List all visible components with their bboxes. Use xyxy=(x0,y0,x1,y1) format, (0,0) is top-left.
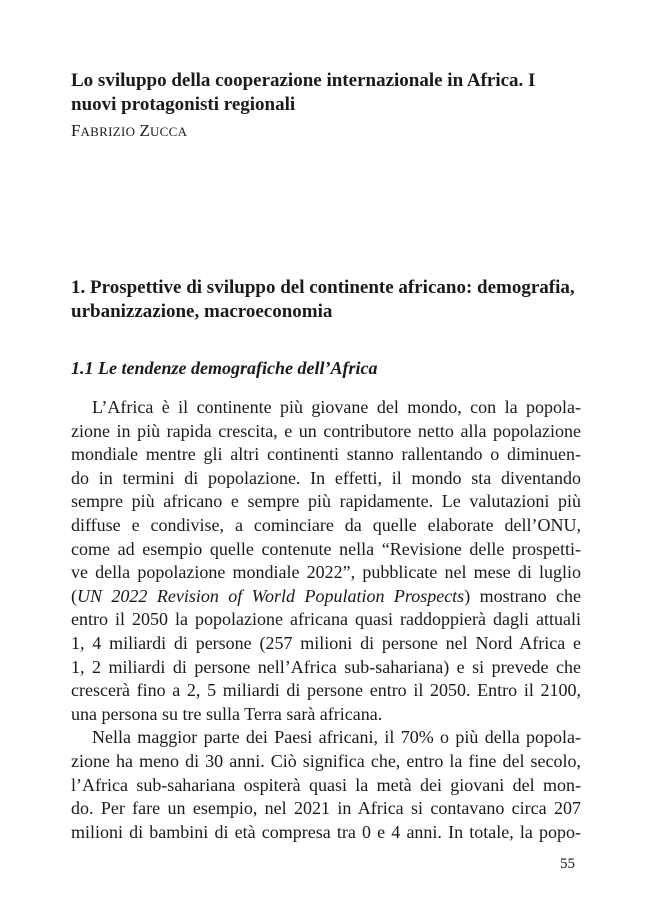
text-line: sempre più africano e sempre più rapidamente. Le valutazioni più xyxy=(71,491,581,512)
author-last-initial: Z xyxy=(139,121,150,140)
report-title: UN 2022 Revision of World Population Prospects xyxy=(77,585,465,606)
text-line: zione ha meno di 30 anni. Ciò significa che, entro la fine del secolo, xyxy=(71,750,581,771)
chapter-title xyxy=(71,69,591,117)
text-line: ve della popolazione mondiale 2022”, pubblicate nel mese di luglio xyxy=(71,562,581,583)
page-number: 55 xyxy=(560,856,575,872)
section-heading-line-1: 1. Prospettive di sviluppo del continente africano: demografia, xyxy=(71,277,575,298)
text-line: mondiale mentre gli altri continenti stanno rallentando o diminuen- xyxy=(71,444,581,465)
section-heading-line-2: urbanizzazione, macroeconomia xyxy=(71,301,333,322)
text-line: do in termini di popolazione. In effetti, il mondo sta diventando xyxy=(71,467,581,488)
subsection-heading: 1.1 Le tendenze demografiche dell’Africa xyxy=(71,358,378,378)
text-line: 1, 2 miliardi di persone nell’Africa sub-sahariana) e si prevede che xyxy=(71,656,581,677)
text-line-rest: ) mostrano che xyxy=(464,585,581,606)
text-line: Nella maggior parte dei Paesi africani, il 70% o più della popola- xyxy=(92,727,581,748)
author-last-rest: UCCA xyxy=(149,124,188,139)
section-heading xyxy=(71,276,591,324)
text-line: diffuse e condivise, a cominciare da quelle elaborate dell’ONU, xyxy=(71,514,581,535)
text-line: come ad esempio quelle contenute nella “Revisione delle prospetti- xyxy=(71,538,581,559)
chapter-author xyxy=(71,121,187,142)
text-line: crescerà fino a 2, 5 miliardi di persone entro il 2050. Entro il 2100, xyxy=(71,680,581,701)
paren-open: ( xyxy=(71,585,77,606)
body-text xyxy=(71,396,581,844)
author-first-rest: ABRIZIO xyxy=(80,124,136,139)
text-line: milioni di bambini di età compresa tra 0 e 4 anni. In totale, la popo- xyxy=(71,821,581,842)
text-line: L’Africa è il continente più giovane del mondo, con la popola- xyxy=(92,397,581,417)
text-line: do. Per fare un esempio, nel 2021 in Africa si contavano circa 207 xyxy=(71,798,581,819)
chapter-title-line-2: nuovi protagonisti regionali xyxy=(71,94,296,115)
text-line xyxy=(71,585,581,609)
text-line: zione in più rapida crescita, e un contributore netto alla popolazione xyxy=(71,420,581,441)
author-first-initial: F xyxy=(71,121,81,140)
text-line: l’Africa sub-sahariana ospiterà quasi la metà dei giovani del mon- xyxy=(71,774,581,795)
text-line: una persona su tre sulla Terra sarà africana. xyxy=(71,703,383,724)
text-line: entro il 2050 la popolazione africana quasi raddoppierà dagli attuali xyxy=(71,609,581,630)
chapter-title-line-1: Lo sviluppo della cooperazione internazionale in Africa. I xyxy=(71,70,536,91)
text-line: 1, 4 miliardi di persone (257 milioni di persone nel Nord Africa e xyxy=(71,632,581,653)
